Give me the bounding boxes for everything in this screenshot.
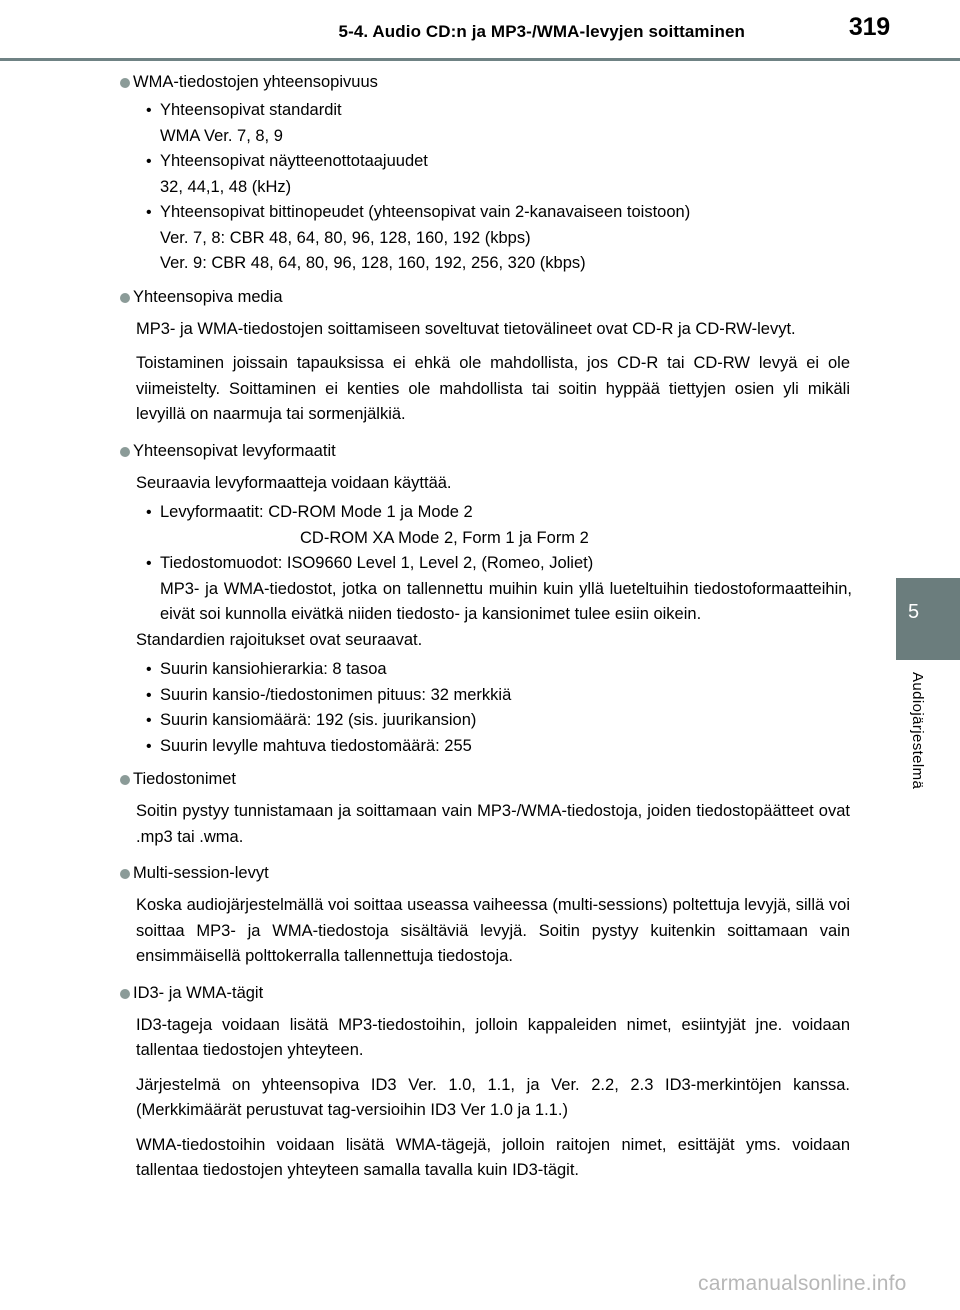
paragraph: Toistaminen joissain tapauksissa ei ehkä ole mahdollista, jos CD-R tai CD-RW levyä ei ole viimeistelty. Soittaminen ei kenties ole mahdollista tai soitin hyppää tiettyjen osien yli mikäli levyillä on naarmuja tai sormenjälkiä. xyxy=(136,354,850,423)
list-item xyxy=(120,734,852,760)
bullet-dot-icon xyxy=(120,293,130,303)
section-heading-label: Yhteensopivat levyformaatit xyxy=(133,441,336,460)
list-item xyxy=(120,657,852,683)
paragraph: Soitin pystyy tunnistamaan ja soittamaan vain MP3-/WMA-tiedostoja, joiden tiedostopäätteet ovat .mp3 tai .wma. xyxy=(136,802,850,846)
sub-bullet-icon: • xyxy=(146,737,152,755)
list-item-line-1: Yhteensopivat standardit xyxy=(160,101,342,119)
standard-limits-list xyxy=(120,657,852,759)
paragraph: Järjestelmä on yhteensopiva ID3 Ver. 1.0, 1.1, ja Ver. 2.2, 2.3 ID3-merkintöjen kanssa. (Merkkimäärät perustuvat tag-versioihin ID3 Ver 1.0 ja 1.1.) xyxy=(136,1075,850,1119)
section-tab-label: Audiojärjestelmä xyxy=(909,672,926,790)
list-item-line-2: CD-ROM XA Mode 2, Form 1 ja Form 2 xyxy=(300,528,589,547)
bullet-dot-icon xyxy=(120,869,130,879)
paragraph-intro: Seuraavia levyformaatteja voidaan käyttää. xyxy=(136,473,452,492)
list-item-line-3: Ver. 9: CBR 48, 64, 80, 96, 128, 160, 192, 256, 320 (kbps) xyxy=(160,254,586,272)
sub-bullet-icon: • xyxy=(146,686,152,704)
paragraph: WMA-tiedostoihin voidaan lisätä WMA-tägejä, jolloin raitojen nimet, esittäjät yms. voidaan tallentaa tiedostojen yhteyteen samalla tavalla kuin ID3-tägit. xyxy=(136,1135,850,1179)
list-item-label: Suurin kansiohierarkia: 8 tasoa xyxy=(160,660,387,678)
section-heading-id3-wma-tags xyxy=(120,981,852,1006)
section-heading-multi-session xyxy=(120,861,852,886)
page-content xyxy=(120,70,852,1184)
footer-watermark: carmanualsonline.info xyxy=(698,1272,907,1295)
list-item-label: Suurin kansio-/tiedostonimen pituus: 32 merkkiä xyxy=(160,685,512,704)
section-heading-compatible-media xyxy=(120,285,852,310)
bullet-dot-icon xyxy=(120,78,130,88)
list-item-line-2: WMA Ver. 7, 8, 9 xyxy=(160,126,283,145)
sub-bullet-icon: • xyxy=(146,661,152,678)
paragraph: MP3- ja WMA-tiedostojen soittamiseen soveltuvat tietovälineet ovat CD-R ja CD-RW-levyt. xyxy=(136,319,796,338)
page-header xyxy=(0,0,960,62)
list-item-line-1: Yhteensopivat bittinopeudet (yhteensopivat vain 2-kanavaiseen toistoon) xyxy=(160,203,691,221)
list-item xyxy=(120,708,852,734)
sub-bullet-icon: • xyxy=(146,504,152,521)
bullet-dot-icon xyxy=(120,989,130,999)
list-item xyxy=(120,200,852,277)
list-item xyxy=(120,683,852,709)
page-number: 319 xyxy=(848,13,890,41)
list-item xyxy=(120,149,852,200)
list-item-line-2: MP3- ja WMA-tiedostot, jotka on tallennettu muihin kuin yllä lueteltuihin tiedostoformaatteihin, eivät soi kunnolla eivätkä niiden tiedosto- ja kansionimet tulee esiin oikein. xyxy=(160,579,852,623)
disc-format-list xyxy=(120,500,852,628)
list-item-line-2: 32, 44,1, 48 (kHz) xyxy=(160,177,292,196)
section-tab-number: 5 xyxy=(908,601,920,623)
section-heading-label: WMA-tiedostojen yhteensopivuus xyxy=(133,73,378,91)
list-item xyxy=(120,98,852,149)
list-item xyxy=(120,500,852,551)
section-heading-compatible-disc-formats xyxy=(120,439,852,464)
sub-bullet-icon: • xyxy=(146,153,152,170)
list-item-line-1: Levyformaatit: CD-ROM Mode 1 ja Mode 2 xyxy=(160,503,473,521)
sub-bullet-icon: • xyxy=(146,204,152,221)
bullet-dot-icon xyxy=(120,447,130,457)
sub-bullet-icon: • xyxy=(146,102,152,119)
paragraph-outro: Standardien rajoitukset ovat seuraavat. xyxy=(136,630,423,649)
sub-bullet-icon: • xyxy=(146,555,152,572)
sub-bullet-icon: • xyxy=(146,712,152,729)
list-item-line-2: Ver. 7, 8: CBR 48, 64, 80, 96, 128, 160, 192 (kbps) xyxy=(160,228,531,247)
list-item xyxy=(120,551,852,628)
paragraph: ID3-tageja voidaan lisätä MP3-tiedostoihin, jolloin kappaleiden nimet, esiintyjät jne. voidaan tallentaa tiedostojen yhteyteen. xyxy=(136,1015,850,1059)
list-item-line-1: Yhteensopivat näytteenottotaajuudet xyxy=(160,152,428,170)
list-item-line-1: Tiedostomuodot: ISO9660 Level 1, Level 2, (Romeo, Joliet) xyxy=(160,554,594,572)
bullet-dot-icon xyxy=(120,775,130,785)
wma-compatibility-list xyxy=(120,98,852,277)
section-heading-label: Tiedostonimet xyxy=(133,770,237,788)
page-title: 5-4. Audio CD:n ja MP3-/WMA-levyjen soittaminen xyxy=(338,22,745,41)
header-divider xyxy=(0,58,960,61)
section-heading-wma-compatibility xyxy=(120,70,852,95)
section-heading-label: ID3- ja WMA-tägit xyxy=(133,983,264,1002)
list-item-label: Suurin kansiomäärä: 192 (sis. juurikansion) xyxy=(160,711,477,729)
section-heading-label: Multi-session-levyt xyxy=(133,864,269,882)
list-item-label: Suurin levylle mahtuva tiedostomäärä: 255 xyxy=(160,736,472,755)
section-heading-label: Yhteensopiva media xyxy=(133,287,283,306)
section-heading-file-names xyxy=(120,767,852,792)
paragraph: Koska audiojärjestelmällä voi soittaa useassa vaiheessa (multi-sessions) poltettuja levyjä, sillä voi soittaa MP3- ja WMA-tiedostoja sisältäviä levyjä. Soitin pystyy kuitenkin soittamaan vain ensimmäisellä polttokerralla tallennettuja tiedostoja. xyxy=(136,896,850,965)
section-tab-badge xyxy=(896,578,960,660)
